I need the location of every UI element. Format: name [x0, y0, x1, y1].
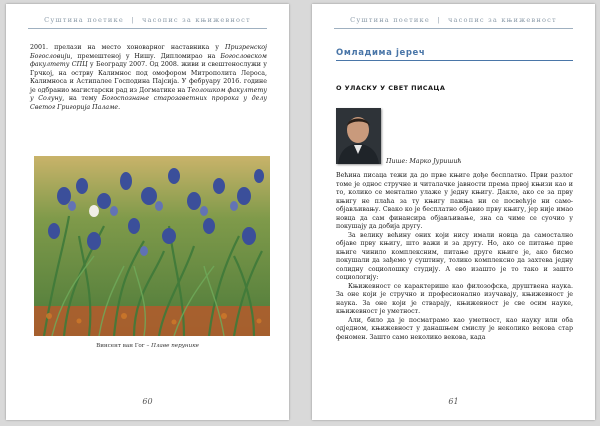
left-page: [6, 4, 289, 420]
text-run: у Београду 2007. Од 2008. живи и свештенослужи у Грчкој, на острву Калимнос под омофором Митрополита Лероса, Калимноса и Астипалее Господина Пајсија. У фебруару 2016. године је одбранио магистарски рад из Догматике на: [30, 61, 267, 94]
caption-author: Винсент ван Гог –: [96, 343, 150, 349]
journal-subtitle: часопис за књижевност: [447, 16, 557, 24]
painting-image: [34, 156, 270, 336]
text-run: , на тему: [62, 95, 102, 102]
right-page: [312, 4, 595, 420]
author-byline: Пише: Марко Јуришић: [386, 158, 462, 165]
italic-phrase: Призренској Богословији,: [30, 44, 267, 60]
header-rule: [28, 28, 267, 29]
text-run: премештеној у Нишу. Дипломирао на: [72, 52, 221, 60]
running-head-left: Суштина поетике | часопис за књижевност: [44, 16, 251, 24]
article-paragraph: Већина писаца тежи да до прве књиге дође бесплатно. Први разлог томе је однос стручне и читалачке јавности према првој књизи као и то, колико се ментално улаже у једну књигу. Дакле, ако се за прву књигу не плаћа за ту књигу пажња ни се посвећује ни само-објављивању. Свако ко је бесплатно објавио прву књигу, јер није имао новца да сам финансира објављивање, зна са чиме се суочио у покушају да добија другу.: [336, 172, 573, 230]
article-paragraph: Али, било да је посматрамо као уметност, као науку или оба одједном, књижевност у данашњем смислу је неколико векова стар феномен. Зашто само неколико векова, када: [336, 316, 573, 341]
section-rule: [336, 60, 573, 61]
avatar: [336, 108, 381, 164]
caption-title: Плаве перунике: [151, 343, 199, 349]
section-title: Омладима јереч: [336, 48, 426, 58]
bio-paragraph: [30, 44, 267, 112]
article-title: О УЛАСКУ У СВЕТ ПИСАЦА: [336, 84, 446, 92]
journal-title: Суштина поетике: [350, 16, 430, 24]
author-photo: [336, 108, 381, 164]
italic-phrase: Теолошком факултету у Солуну: [30, 86, 267, 102]
painting-caption: [6, 343, 289, 349]
article-body: [336, 172, 573, 342]
article-paragraph: Књижевност се карактерише као филозофска, друштвена наука. За оне који је стручно и професионално изучавају, књижевност је наука. За оне који је стварају, књижевност је свe осим науке, књижевност је уметност.: [336, 282, 573, 315]
irises-painting: [34, 156, 270, 336]
journal-subtitle: часопис за књижевност: [141, 16, 251, 24]
page-number-left: 60: [142, 397, 153, 406]
italic-phrase: Богоспознање старозаветних пророка у делу Светог Григорија Паламе.: [30, 95, 267, 111]
article-paragraph: За велику већину оних који нису имали новца да самостално објаве прву књигу, што важи и за другу. Но, ако се питање прве књиге чинило комплексним, питање друге књиге је, ако бисмо покушали да зађемо у суштину, толико комплексно да захтева једну солидну социолошку студију. А ево изашто је то тако и зашто социологију:: [336, 231, 573, 281]
journal-title: Суштина поетике: [44, 16, 124, 24]
header-rule: [334, 28, 573, 29]
running-head-right: Суштина поетике | часопис за књижевност: [350, 16, 557, 24]
text-run: 2001. прелази на место хоноварног наставника у: [30, 44, 226, 51]
italic-phrase: Богословском факултету СПЦ: [30, 52, 267, 68]
page-number-right: 61: [448, 397, 459, 406]
